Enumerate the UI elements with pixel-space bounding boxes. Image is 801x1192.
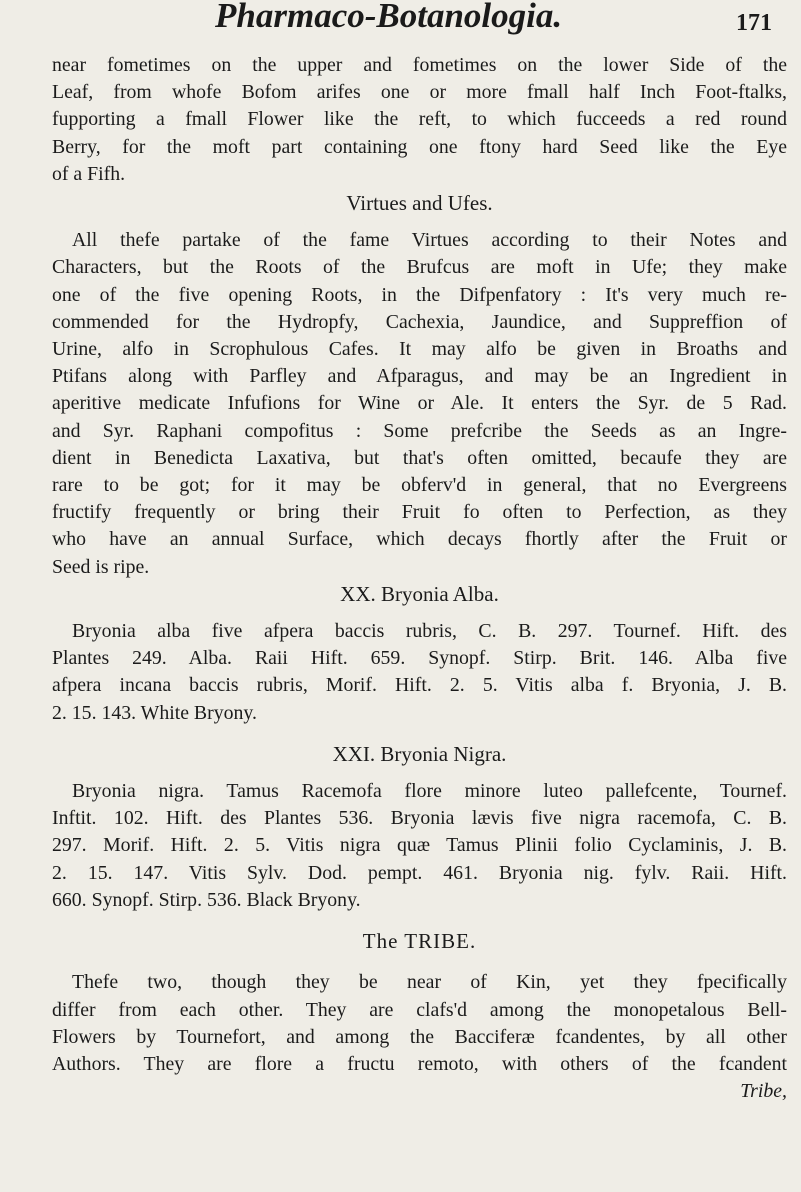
text-line: differ from each other. They are clafs'd among the monopetalous Bell- xyxy=(52,998,787,1021)
paragraph-bryonia-alba xyxy=(52,618,787,727)
text-line: 297. Morif. Hift. 2. 5. Vitis nigra quæ Tamus Plinii folio Cyclaminis, J. B. xyxy=(52,834,787,857)
text-line: dient in Benedicta Laxativa, but that's often omitted, becaufe they are xyxy=(52,446,787,469)
text-line: 2. 15. 147. Vitis Sylv. Dod. pempt. 461. Bryonia nig. fylv. Raii. Hift. xyxy=(52,861,787,884)
catchword: Tribe, xyxy=(740,1080,787,1103)
text-line: afpera incana baccis rubris, Morif. Hift. 2. 5. Vitis alba f. Bryonia, J. B. xyxy=(52,674,787,697)
body-text xyxy=(52,52,787,1105)
text-line: 660. Synopf. Stirp. 536. Black Bryony. xyxy=(52,888,361,911)
text-line: rare to be got; for it may be obferv'd in general, that no Evergreens xyxy=(52,474,787,497)
text-line: Seed is ripe. xyxy=(52,555,150,578)
section-heading-tribe: The TRIBE. xyxy=(362,929,477,954)
section-heading-bryonia-alba: XX. Bryonia Alba. xyxy=(340,581,499,606)
paragraph-bryonia-nigra xyxy=(52,778,787,914)
text-line: Bryonia alba five afpera baccis rubris, C. B. 297. Tournef. Hift. des xyxy=(72,620,787,643)
text-line: who have an annual Surface, which decays fhortly after the Fruit or xyxy=(52,528,787,551)
text-line: aperitive medicate Infufions for Wine or Ale. It enters the Syr. de 5 Rad. xyxy=(52,392,787,415)
text-line: one of the five opening Roots, in the Difpenfatory : It's very much re- xyxy=(52,283,787,306)
text-line: of a Fifh. xyxy=(52,162,126,185)
text-line: Authors. They are flore a fructu remoto, with others of the fcandent xyxy=(52,1052,787,1075)
text-line: fructify frequently or bring their Fruit fo often to Perfection, as they xyxy=(52,501,787,524)
text-line: fupporting a fmall Flower like the reft, to which fucceeds a red round xyxy=(52,108,787,131)
paragraph-tribe xyxy=(52,969,787,1105)
page-header xyxy=(0,0,801,46)
text-line: Ptifans along with Parfley and Afparagus, and may be an Ingredient in xyxy=(52,365,787,388)
paragraph-virtues xyxy=(52,227,787,581)
section-heading-bryonia-nigra: XXI. Bryonia Nigra. xyxy=(332,741,507,766)
paragraph-description xyxy=(52,52,787,188)
text-line: Urine, alfo in Scrophulous Cafes. It may alfo be given in Broaths and xyxy=(52,338,787,361)
text-line: Berry, for the moft part containing one ftony hard Seed like the Eye xyxy=(52,135,787,158)
text-line: and Syr. Raphani compofitus : Some prefcribe the Seeds as an Ingre- xyxy=(52,419,787,442)
text-line: 2. 15. 143. White Bryony. xyxy=(52,701,257,724)
text-line: Bryonia nigra. Tamus Racemofa flore minore luteo pallefcente, Tournef. xyxy=(72,780,787,803)
text-line: Leaf, from whofe Bofom arifes one or more fmall half Inch Foot-ftalks, xyxy=(52,81,787,104)
text-line: Plantes 249. Alba. Raii Hift. 659. Synopf. Stirp. Brit. 146. Alba five xyxy=(52,647,787,670)
running-title: Pharmaco-Botanologia. xyxy=(215,0,563,35)
text-line: commended for the Hydropfy, Cachexia, Jaundice, and Suppreffion of xyxy=(52,310,787,333)
page-number: 171 xyxy=(736,10,772,36)
text-line: All thefe partake of the fame Virtues according to their Notes and xyxy=(72,229,787,252)
text-line: Characters, but the Roots of the Brufcus are moft in Ufe; they make xyxy=(52,256,787,279)
text-line: Thefe two, though they be near of Kin, yet they fpecifically xyxy=(72,971,787,994)
text-line: Flowers by Tournefort, and among the Bacciferæ fcandentes, by all other xyxy=(52,1025,787,1048)
text-line: Inftit. 102. Hift. des Plantes 536. Bryonia lævis five nigra racemofa, C. B. xyxy=(52,807,787,830)
text-line: near fometimes on the upper and fometimes on the lower Side of the xyxy=(52,54,787,76)
section-heading-virtues: Virtues and Ufes. xyxy=(346,191,493,216)
